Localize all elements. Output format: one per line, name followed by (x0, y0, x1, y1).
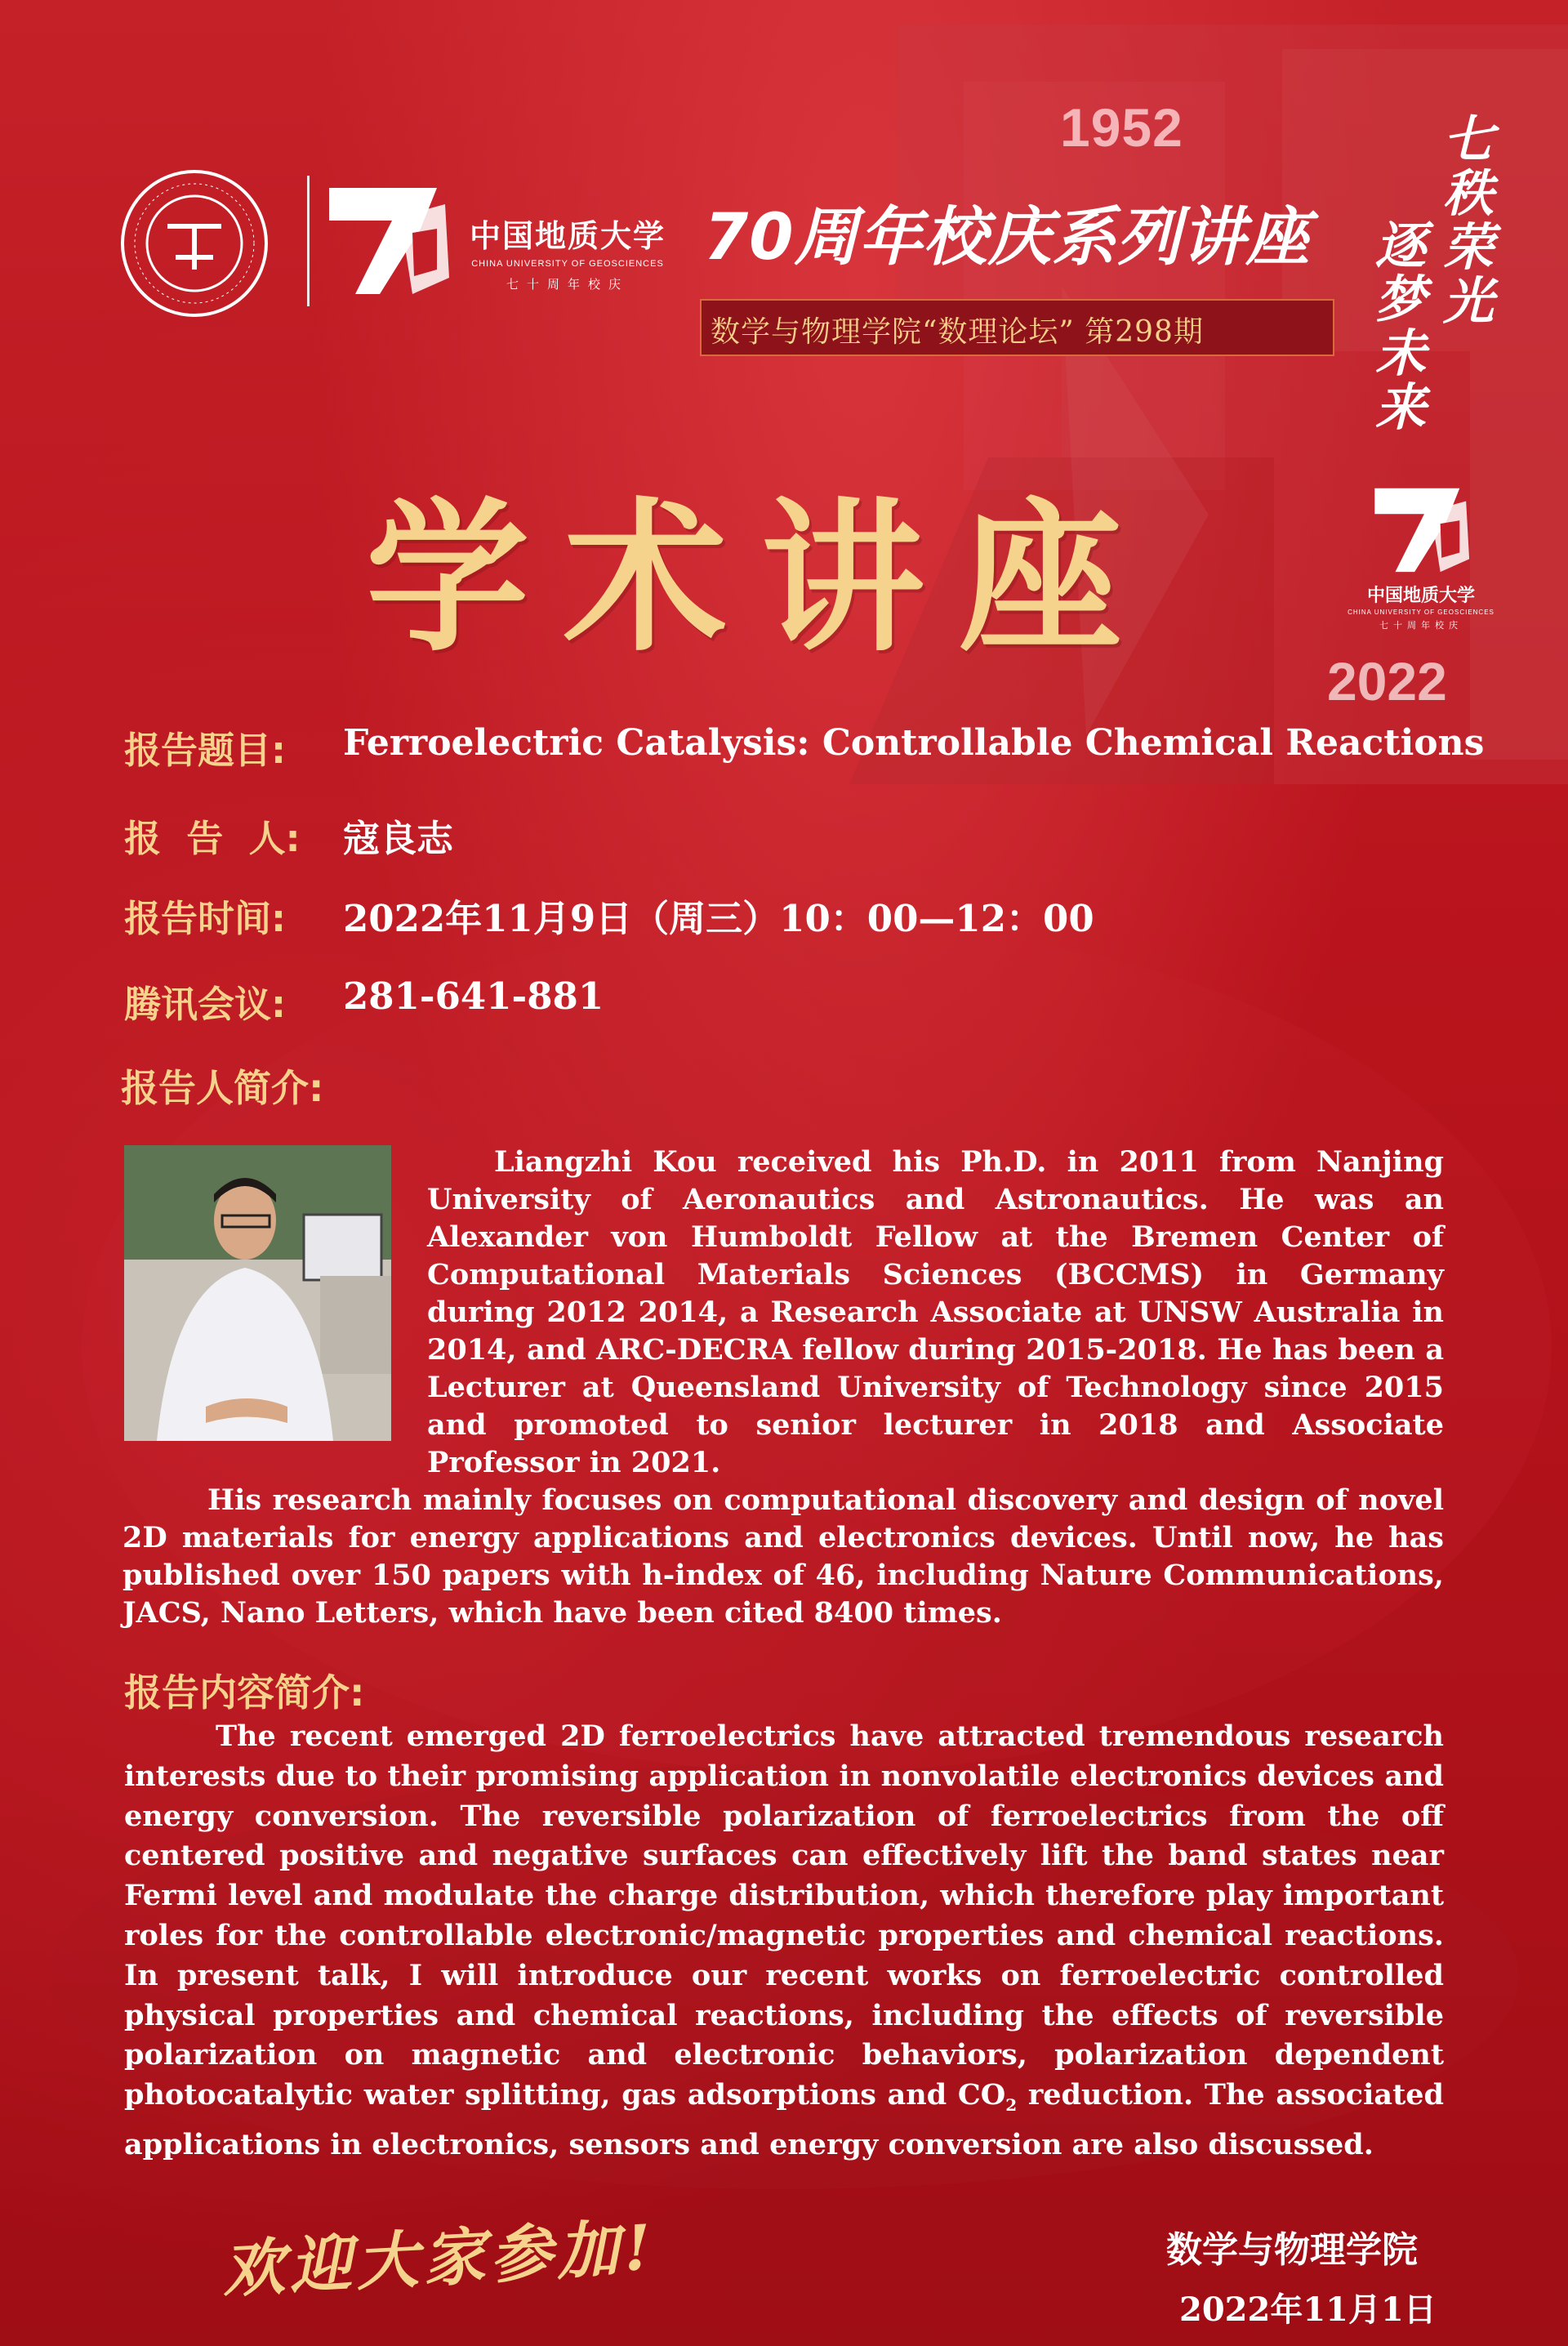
calligraphy-line1: 七秩荣光 (1442, 109, 1494, 331)
university-name-en: CHINA UNIVERSITY OF GEOSCIENCES (471, 259, 664, 269)
meeting-label: 腾讯会议: (124, 983, 286, 1026)
speaker-value: 寇良志 (343, 817, 454, 860)
university-name-en-small: CHINA UNIVERSITY OF GEOSCIENCES (1348, 609, 1494, 616)
meeting-id: 281-641-881 (343, 975, 604, 1018)
university-name-cn-small: 中国地质大学 (1366, 585, 1475, 606)
university-wordmark-small (1339, 582, 1503, 631)
anniversary-70-small-logo-icon (1364, 475, 1478, 582)
year-end: 2022 (1327, 651, 1447, 711)
series-title: 70周年校庆系列讲座 (704, 201, 1311, 274)
welcome-slogan: 欢迎大家参加! (220, 2210, 658, 2306)
time-label: 报告时间: (124, 897, 286, 940)
anniversary-label: 七十周年校庆 (506, 278, 629, 292)
topic-value: Ferroelectric Catalysis: Controllable Chemical Reactions (343, 722, 1485, 764)
anniversary-70-logo-icon (323, 172, 453, 306)
year-start: 1952 (1060, 97, 1183, 158)
forum-title: 数学与物理学院“数理论坛” 第298期 (710, 315, 1204, 349)
organizer-school: 数学与物理学院 (1166, 2229, 1418, 2271)
university-name-cn: 中国地质大学 (469, 217, 666, 254)
main-title: 学术讲座 (366, 484, 1157, 674)
anniversary-label-small: 七十周年校庆 (1379, 621, 1463, 631)
bio-paragraph-1: Liangzhi Kou received his Ph.D. in 2011 from Nanjing University of Aeronautics and Astronautics. He was an Alexander von Humboldt Fellow at the Bremen Center of Computational Materials Sciences (BCCMS) in Germany during 2012 2014, a Research Associate at UNSW Australia in 2014, and ARC-DECRA fellow during 2015-2018. He has been a Lecturer at Queensland University of Technology since 2015 and promoted to senior lecturer in 2018 and Associate Professor in 2021. (427, 1145, 1444, 1479)
time-value: 2022年11月9日（周三）10：00—12：00 (343, 897, 1094, 940)
publish-date: 2022年11月1日 (1179, 2290, 1437, 2329)
topic-label: 报告题目: (124, 729, 286, 772)
co2-subscript: 2 (1005, 2095, 1018, 2116)
abstract-text-end: reduction. The associated applications in electronics, sensors and energy conversion are also discussed. (124, 2078, 1444, 2161)
speaker-label: 报 告 人: (124, 817, 301, 860)
calligraphy-line2: 逐梦未来 (1374, 216, 1426, 437)
bio-heading: 报告人简介: (121, 1066, 324, 1110)
abstract-text (124, 1717, 1444, 2165)
header-divider (307, 176, 310, 306)
speaker-photo-illustration (124, 1145, 391, 1441)
abstract-heading: 报告内容简介: (124, 1670, 365, 1715)
university-wordmark (461, 211, 674, 292)
speaker-photo (124, 1145, 391, 1441)
university-emblem-icon (118, 167, 270, 319)
abstract-text-main: The recent emerged 2D ferroelectrics have attracted tremendous research interests due to their promising application in nonvolatile electronics devices and energy conversion. The reversible polarization of ferroelectrics from the off centered positive and negative surfaces can effectively lift the band states near Fermi level and modulate the charge distribution, which therefore play important roles for the controllable electronic/magnetic properties and chemical reactions. In present talk, I will introduce our recent works on ferroelectric controlled physical properties and chemical reactions, including the effects of reversible polarization on magnetic and electronic behaviors, polarization dependent photocatalytic water splitting, gas adsorptions and CO (124, 1719, 1444, 2112)
bio-paragraph-2: His research mainly focuses on computational discovery and design of novel 2D materials for energy applications and electronics devices. Until now, he has published over 150 papers with h-index of 46, including Nature Communications, JACS, Nano Letters, which have been cited 8400 times. (122, 1483, 1444, 1630)
